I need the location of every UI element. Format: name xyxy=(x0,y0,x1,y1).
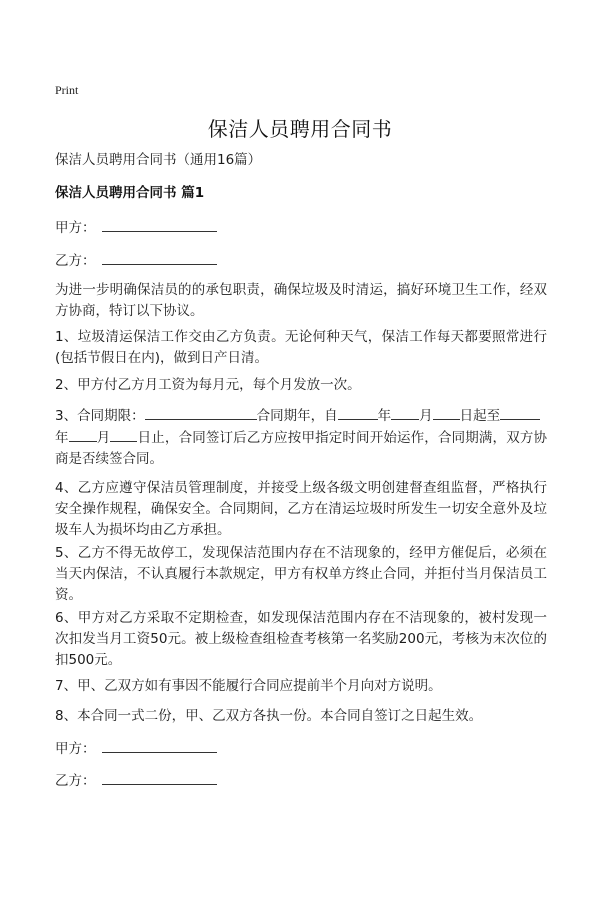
start-month-blank xyxy=(391,405,419,420)
clause-4: 4、乙方应遵守保洁员管理制度，并接受上级各级文明创建督查组监督，严格执行安全操作规程，确保安全。合同期间，乙方在清运垃圾时所发生一切安全意外及垃圾车人为损坏均由乙方承担。 xyxy=(55,480,547,538)
year-label: 年 xyxy=(377,408,392,424)
clause-6: 6、甲方对乙方采取不定期检查，如发现保洁范围内存在不洁现象的，被村发现一次扣发当月工资50元。被上级检查组检查考核第一名奖励200元，考核为末次位的扣500元。 xyxy=(55,610,547,668)
start-day-blank xyxy=(433,405,460,420)
clause-3 xyxy=(55,405,547,470)
document-title: 保洁人员聘用合同书 xyxy=(207,117,393,141)
month-label: 月 xyxy=(419,408,433,424)
print-label: Print xyxy=(55,83,79,97)
section-heading: 保洁人员聘用合同书 篇1 xyxy=(55,185,205,201)
start-year-blank xyxy=(338,405,378,420)
intro-paragraph: 为进一步明确保洁员的的承包职责，确保垃圾及时清运，搞好环境卫生工作，经双方协商，特订以下协议。 xyxy=(55,282,547,319)
clause-8: 8、本合同一式二份，甲、乙双方各执一份。本合同自签订之日起生效。 xyxy=(55,708,483,724)
party-b-field xyxy=(55,249,547,272)
document-subtitle: 保洁人员聘用合同书（通用16篇） xyxy=(55,152,262,168)
clause-5: 5、乙方不得无故停工，发现保洁范围内存在不洁现象的，经甲方催促后，必须在当天内保洁，不认真履行本款规定，甲方有权单方终止合同，并拒付当月保洁员工资。 xyxy=(55,545,547,603)
term-blank xyxy=(145,405,257,420)
signature-party-b xyxy=(55,769,547,792)
party-a-blank xyxy=(102,216,217,232)
party-b-label: 乙方： xyxy=(55,253,96,269)
year-label: 年 xyxy=(55,430,69,446)
signature-party-b-label: 乙方： xyxy=(55,773,96,789)
party-a-label: 甲方： xyxy=(55,220,96,236)
clause-3-part1: 合同期年，自 xyxy=(256,408,338,424)
clause-2: 2、甲方付乙方月工资为每月元，每个月发放一次。 xyxy=(55,377,361,393)
party-b-blank xyxy=(102,249,217,265)
party-a-field xyxy=(55,216,547,239)
day-label: 日起至 xyxy=(459,408,501,424)
end-month-blank xyxy=(69,427,97,442)
clause-3-prefix: 3、合同期限： xyxy=(55,408,145,424)
end-day-blank xyxy=(110,427,137,442)
signature-party-a-label: 甲方： xyxy=(55,741,96,757)
signature-party-b-blank xyxy=(102,769,217,785)
month-label: 月 xyxy=(96,430,111,446)
signature-party-a xyxy=(55,737,547,760)
signature-party-a-blank xyxy=(102,737,217,753)
clause-7: 7、甲、乙双方如有事因不能履行合同应提前半个月向对方说明。 xyxy=(55,678,442,694)
end-year-blank xyxy=(500,405,540,420)
clause-1: 1、垃圾清运保洁工作交由乙方负责。无论何种天气，保洁工作每天都要照常进行(包括节假日在内)，做到日产日清。 xyxy=(55,329,547,366)
clause-3-rest: 日止，合同签订后乙方应按甲指定时间开始运作，合同期满，双方协商是否续签合同。 xyxy=(55,430,548,467)
